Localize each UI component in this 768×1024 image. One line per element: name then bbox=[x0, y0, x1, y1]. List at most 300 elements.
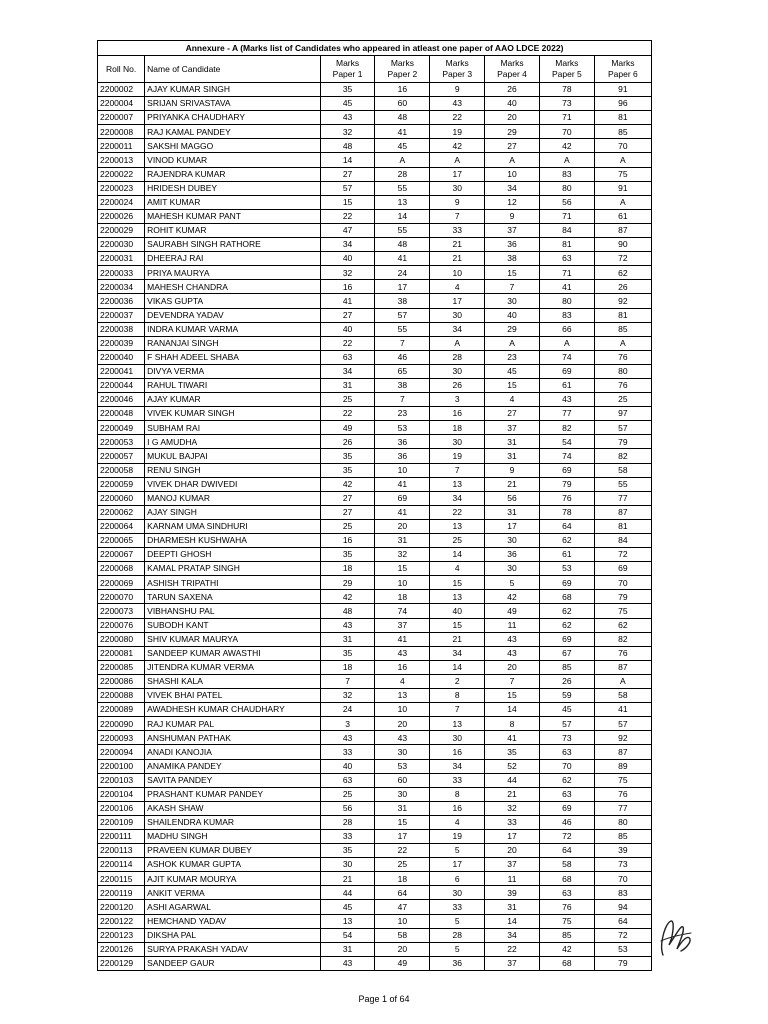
paper-2-cell: 49 bbox=[375, 956, 430, 970]
table-row bbox=[98, 590, 652, 604]
paper-3-cell: 21 bbox=[430, 238, 485, 252]
paper-1-cell: 40 bbox=[320, 322, 375, 336]
table-row bbox=[98, 942, 652, 956]
paper-2-cell: 17 bbox=[375, 280, 430, 294]
paper-2-cell: 65 bbox=[375, 364, 430, 378]
paper-2-cell: 32 bbox=[375, 548, 430, 562]
table-row bbox=[98, 491, 652, 505]
paper-6-cell: 75 bbox=[594, 167, 651, 181]
paper-6-cell: A bbox=[594, 153, 651, 167]
candidate-name-cell: I G AMUDHA bbox=[145, 435, 320, 449]
paper-1-cell: 56 bbox=[320, 801, 375, 815]
roll-no-cell: 2200069 bbox=[98, 576, 145, 590]
candidate-name-cell: SHIV KUMAR MAURYA bbox=[145, 632, 320, 646]
candidate-name-cell: SANDEEP KUMAR AWASTHI bbox=[145, 646, 320, 660]
table-row bbox=[98, 576, 652, 590]
table-row bbox=[98, 562, 652, 576]
table-row bbox=[98, 759, 652, 773]
paper-4-cell: 31 bbox=[485, 900, 540, 914]
paper-3-cell: 15 bbox=[430, 618, 485, 632]
table-row bbox=[98, 125, 652, 139]
table-row bbox=[98, 914, 652, 928]
paper-5-cell: 63 bbox=[539, 886, 594, 900]
paper-6-cell: 41 bbox=[594, 703, 651, 717]
paper-1-cell: 45 bbox=[320, 97, 375, 111]
paper-4-cell: 27 bbox=[485, 407, 540, 421]
roll-no-cell: 2200029 bbox=[98, 223, 145, 237]
paper-5-cell: 41 bbox=[539, 280, 594, 294]
paper-2-cell: 43 bbox=[375, 646, 430, 660]
roll-no-cell: 2200058 bbox=[98, 463, 145, 477]
paper-1-cell: 63 bbox=[320, 773, 375, 787]
roll-no-cell: 2200062 bbox=[98, 505, 145, 519]
paper-4-cell: 14 bbox=[485, 703, 540, 717]
paper-4-cell: 15 bbox=[485, 689, 540, 703]
paper-1-cell: 34 bbox=[320, 364, 375, 378]
paper-5-cell: 71 bbox=[539, 209, 594, 223]
roll-no-cell: 2200080 bbox=[98, 632, 145, 646]
roll-no-cell: 2200064 bbox=[98, 519, 145, 533]
roll-no-cell: 2200081 bbox=[98, 646, 145, 660]
paper-1-cell: 27 bbox=[320, 167, 375, 181]
paper-5-cell: 75 bbox=[539, 914, 594, 928]
candidate-name-cell: ASHI AGARWAL bbox=[145, 900, 320, 914]
paper-3-cell: 7 bbox=[430, 209, 485, 223]
paper-4-cell: 31 bbox=[485, 449, 540, 463]
table-row bbox=[98, 717, 652, 731]
paper-3-cell: 34 bbox=[430, 646, 485, 660]
roll-no-cell: 2200002 bbox=[98, 83, 145, 97]
paper-6-cell: 57 bbox=[594, 717, 651, 731]
paper-1-cell: 35 bbox=[320, 548, 375, 562]
candidate-name-cell: VIVEK KUMAR SINGH bbox=[145, 407, 320, 421]
roll-no-cell: 2200037 bbox=[98, 308, 145, 322]
paper-2-cell: 60 bbox=[375, 97, 430, 111]
paper-2-cell: 20 bbox=[375, 519, 430, 533]
paper-6-cell: 57 bbox=[594, 421, 651, 435]
paper-6-cell: 76 bbox=[594, 787, 651, 801]
roll-no-cell: 2200088 bbox=[98, 689, 145, 703]
table-row bbox=[98, 815, 652, 829]
paper-4-cell: 27 bbox=[485, 139, 540, 153]
paper-5-cell: 72 bbox=[539, 829, 594, 843]
candidate-name-cell: ANKIT VERMA bbox=[145, 886, 320, 900]
roll-no-cell: 2200115 bbox=[98, 872, 145, 886]
paper-5-header: Marks Paper 5 bbox=[539, 56, 594, 83]
paper-2-cell: 15 bbox=[375, 562, 430, 576]
paper-4-cell: 32 bbox=[485, 801, 540, 815]
paper-3-cell: A bbox=[430, 336, 485, 350]
paper-2-cell: 10 bbox=[375, 463, 430, 477]
paper-1-cell: 42 bbox=[320, 590, 375, 604]
paper-6-cell: 85 bbox=[594, 829, 651, 843]
paper-6-cell: 76 bbox=[594, 646, 651, 660]
table-row bbox=[98, 153, 652, 167]
paper-3-cell: 33 bbox=[430, 773, 485, 787]
paper-6-cell: 72 bbox=[594, 548, 651, 562]
paper-5-cell: 79 bbox=[539, 477, 594, 491]
candidate-name-cell: JITENDRA KUMAR VERMA bbox=[145, 660, 320, 674]
paper-6-cell: 62 bbox=[594, 618, 651, 632]
paper-6-cell: 55 bbox=[594, 477, 651, 491]
candidate-name-cell: PRAVEEN KUMAR DUBEY bbox=[145, 844, 320, 858]
paper-5-cell: 69 bbox=[539, 632, 594, 646]
paper-6-cell: 79 bbox=[594, 590, 651, 604]
paper-1-cell: 26 bbox=[320, 435, 375, 449]
paper-5-cell: 85 bbox=[539, 928, 594, 942]
paper-1-cell: 41 bbox=[320, 294, 375, 308]
paper-5-cell: 69 bbox=[539, 801, 594, 815]
paper-1-cell: 40 bbox=[320, 759, 375, 773]
roll-no-cell: 2200013 bbox=[98, 153, 145, 167]
paper-4-cell: 42 bbox=[485, 590, 540, 604]
candidate-name-cell: SHASHI KALA bbox=[145, 674, 320, 688]
roll-no-cell: 2200023 bbox=[98, 181, 145, 195]
paper-1-cell: 57 bbox=[320, 181, 375, 195]
paper-5-cell: 69 bbox=[539, 576, 594, 590]
paper-2-cell: 55 bbox=[375, 223, 430, 237]
paper-6-cell: 64 bbox=[594, 914, 651, 928]
roll-no-header: Roll No. bbox=[98, 56, 145, 83]
paper-2-cell: 41 bbox=[375, 252, 430, 266]
paper-2-cell: 41 bbox=[375, 632, 430, 646]
paper-5-cell: 71 bbox=[539, 266, 594, 280]
roll-no-cell: 2200103 bbox=[98, 773, 145, 787]
paper-4-cell: 22 bbox=[485, 942, 540, 956]
paper-6-cell: A bbox=[594, 674, 651, 688]
paper-3-cell: 4 bbox=[430, 815, 485, 829]
paper-2-cell: 18 bbox=[375, 590, 430, 604]
candidate-name-cell: VIKAS GUPTA bbox=[145, 294, 320, 308]
paper-3-cell: 3 bbox=[430, 393, 485, 407]
roll-no-cell: 2200039 bbox=[98, 336, 145, 350]
table-row bbox=[98, 393, 652, 407]
paper-6-cell: 77 bbox=[594, 801, 651, 815]
roll-no-cell: 2200053 bbox=[98, 435, 145, 449]
roll-no-cell: 2200022 bbox=[98, 167, 145, 181]
paper-1-cell: 13 bbox=[320, 914, 375, 928]
table-row bbox=[98, 703, 652, 717]
paper-1-cell: 27 bbox=[320, 491, 375, 505]
roll-no-cell: 2200119 bbox=[98, 886, 145, 900]
paper-2-cell: 36 bbox=[375, 449, 430, 463]
paper-5-cell: 59 bbox=[539, 689, 594, 703]
candidate-name-cell: HRIDESH DUBEY bbox=[145, 181, 320, 195]
paper-5-cell: 76 bbox=[539, 900, 594, 914]
paper-3-cell: 28 bbox=[430, 928, 485, 942]
paper-1-cell: 31 bbox=[320, 942, 375, 956]
paper-2-cell: 10 bbox=[375, 576, 430, 590]
page-footer: Page 1 of 64 bbox=[358, 994, 410, 1004]
table-row bbox=[98, 209, 652, 223]
roll-no-cell: 2200046 bbox=[98, 393, 145, 407]
paper-2-cell: 36 bbox=[375, 435, 430, 449]
paper-5-cell: 54 bbox=[539, 435, 594, 449]
paper-6-cell: 90 bbox=[594, 238, 651, 252]
table-row bbox=[98, 858, 652, 872]
candidate-name-cell: AJIT KUMAR MOURYA bbox=[145, 872, 320, 886]
candidate-name-cell: ANSHUMAN PATHAK bbox=[145, 731, 320, 745]
candidate-name-cell: PRIYA MAURYA bbox=[145, 266, 320, 280]
roll-no-cell: 2200034 bbox=[98, 280, 145, 294]
paper-5-cell: 62 bbox=[539, 604, 594, 618]
paper-5-cell: 69 bbox=[539, 364, 594, 378]
table-row bbox=[98, 252, 652, 266]
roll-no-cell: 2200008 bbox=[98, 125, 145, 139]
candidate-name-cell: MAHESH CHANDRA bbox=[145, 280, 320, 294]
roll-no-cell: 2200093 bbox=[98, 731, 145, 745]
paper-1-cell: 30 bbox=[320, 858, 375, 872]
paper-5-cell: 69 bbox=[539, 463, 594, 477]
paper-2-cell: 14 bbox=[375, 209, 430, 223]
paper-5-cell: 85 bbox=[539, 660, 594, 674]
paper-1-cell: 33 bbox=[320, 829, 375, 843]
roll-no-cell: 2200026 bbox=[98, 209, 145, 223]
paper-4-cell: 43 bbox=[485, 632, 540, 646]
paper-6-cell: 75 bbox=[594, 773, 651, 787]
table-row bbox=[98, 435, 652, 449]
candidate-name-cell: INDRA KUMAR VARMA bbox=[145, 322, 320, 336]
candidate-name-cell: VINOD KUMAR bbox=[145, 153, 320, 167]
paper-4-cell: 29 bbox=[485, 125, 540, 139]
paper-5-cell: 77 bbox=[539, 407, 594, 421]
table-row bbox=[98, 83, 652, 97]
paper-3-cell: 13 bbox=[430, 519, 485, 533]
signature-mark bbox=[655, 915, 695, 960]
paper-3-cell: 33 bbox=[430, 223, 485, 237]
roll-no-cell: 2200057 bbox=[98, 449, 145, 463]
table-row bbox=[98, 421, 652, 435]
table-row bbox=[98, 463, 652, 477]
paper-1-cell: 34 bbox=[320, 238, 375, 252]
paper-2-cell: 30 bbox=[375, 745, 430, 759]
roll-no-cell: 2200033 bbox=[98, 266, 145, 280]
paper-2-cell: 55 bbox=[375, 181, 430, 195]
paper-6-cell: 87 bbox=[594, 505, 651, 519]
paper-6-cell: 62 bbox=[594, 266, 651, 280]
paper-6-cell: 72 bbox=[594, 928, 651, 942]
roll-no-cell: 2200070 bbox=[98, 590, 145, 604]
candidate-name-cell: DIKSHA PAL bbox=[145, 928, 320, 942]
paper-4-cell: 33 bbox=[485, 815, 540, 829]
paper-1-cell: 48 bbox=[320, 604, 375, 618]
paper-1-cell: 44 bbox=[320, 886, 375, 900]
candidate-name-cell: DHARMESH KUSHWAHA bbox=[145, 534, 320, 548]
paper-2-cell: 24 bbox=[375, 266, 430, 280]
candidate-name-cell: DEVENDRA YADAV bbox=[145, 308, 320, 322]
paper-5-cell: 62 bbox=[539, 534, 594, 548]
paper-4-cell: 52 bbox=[485, 759, 540, 773]
paper-2-cell: 31 bbox=[375, 534, 430, 548]
paper-4-cell: 36 bbox=[485, 238, 540, 252]
paper-6-cell: 73 bbox=[594, 858, 651, 872]
candidate-name-cell: ANAMIKA PANDEY bbox=[145, 759, 320, 773]
candidate-name-cell: SAURABH SINGH RATHORE bbox=[145, 238, 320, 252]
paper-1-cell: 22 bbox=[320, 209, 375, 223]
paper-3-cell: 21 bbox=[430, 252, 485, 266]
paper-2-cell: 45 bbox=[375, 139, 430, 153]
paper-3-cell: 13 bbox=[430, 590, 485, 604]
paper-6-cell: A bbox=[594, 336, 651, 350]
paper-3-cell: 16 bbox=[430, 407, 485, 421]
candidate-name-cell: SUBODH KANT bbox=[145, 618, 320, 632]
paper-4-cell: 15 bbox=[485, 266, 540, 280]
paper-1-cell: 35 bbox=[320, 844, 375, 858]
paper-1-cell: 7 bbox=[320, 674, 375, 688]
paper-3-cell: 30 bbox=[430, 308, 485, 322]
table-row bbox=[98, 928, 652, 942]
paper-2-cell: 74 bbox=[375, 604, 430, 618]
table-row bbox=[98, 336, 652, 350]
table-row bbox=[98, 548, 652, 562]
paper-2-cell: 69 bbox=[375, 491, 430, 505]
paper-1-cell: 25 bbox=[320, 787, 375, 801]
paper-3-cell: 21 bbox=[430, 632, 485, 646]
paper-3-cell: 4 bbox=[430, 280, 485, 294]
roll-no-cell: 2200086 bbox=[98, 674, 145, 688]
paper-1-cell: 32 bbox=[320, 689, 375, 703]
paper-2-cell: 55 bbox=[375, 322, 430, 336]
candidate-name-cell: ASHISH TRIPATHI bbox=[145, 576, 320, 590]
paper-1-cell: 3 bbox=[320, 717, 375, 731]
paper-4-cell: 9 bbox=[485, 209, 540, 223]
paper-2-cell: 41 bbox=[375, 125, 430, 139]
paper-5-cell: 67 bbox=[539, 646, 594, 660]
paper-4-cell: 12 bbox=[485, 195, 540, 209]
paper-6-cell: 81 bbox=[594, 111, 651, 125]
paper-2-cell: 58 bbox=[375, 928, 430, 942]
paper-2-cell: 30 bbox=[375, 787, 430, 801]
paper-4-cell: 23 bbox=[485, 350, 540, 364]
paper-6-cell: 83 bbox=[594, 886, 651, 900]
paper-3-cell: 4 bbox=[430, 562, 485, 576]
roll-no-cell: 2200076 bbox=[98, 618, 145, 632]
paper-2-cell: 38 bbox=[375, 294, 430, 308]
table-row bbox=[98, 689, 652, 703]
roll-no-cell: 2200036 bbox=[98, 294, 145, 308]
roll-no-cell: 2200031 bbox=[98, 252, 145, 266]
table-row bbox=[98, 872, 652, 886]
candidate-name-cell: DHEERAJ RAI bbox=[145, 252, 320, 266]
paper-2-cell: 15 bbox=[375, 815, 430, 829]
roll-no-cell: 2200024 bbox=[98, 195, 145, 209]
paper-2-cell: 20 bbox=[375, 717, 430, 731]
paper-5-cell: 78 bbox=[539, 83, 594, 97]
roll-no-cell: 2200073 bbox=[98, 604, 145, 618]
table-row bbox=[98, 139, 652, 153]
roll-no-cell: 2200113 bbox=[98, 844, 145, 858]
table-row bbox=[98, 604, 652, 618]
candidate-name-cell: DEEPTI GHOSH bbox=[145, 548, 320, 562]
paper-4-cell: A bbox=[485, 336, 540, 350]
paper-5-cell: 42 bbox=[539, 942, 594, 956]
table-row bbox=[98, 167, 652, 181]
paper-5-cell: 57 bbox=[539, 717, 594, 731]
paper-5-cell: 68 bbox=[539, 590, 594, 604]
paper-4-cell: 8 bbox=[485, 717, 540, 731]
paper-3-cell: 13 bbox=[430, 477, 485, 491]
roll-no-cell: 2200038 bbox=[98, 322, 145, 336]
candidate-name-cell: SRIJAN SRIVASTAVA bbox=[145, 97, 320, 111]
roll-no-cell: 2200109 bbox=[98, 815, 145, 829]
paper-2-cell: 43 bbox=[375, 731, 430, 745]
paper-6-cell: 87 bbox=[594, 745, 651, 759]
paper-4-cell: 29 bbox=[485, 322, 540, 336]
paper-6-header: Marks Paper 6 bbox=[594, 56, 651, 83]
paper-1-cell: 21 bbox=[320, 872, 375, 886]
candidate-name-header: Name of Candidate bbox=[145, 56, 320, 83]
paper-2-cell: 16 bbox=[375, 83, 430, 97]
paper-6-cell: 69 bbox=[594, 562, 651, 576]
table-row bbox=[98, 449, 652, 463]
paper-3-cell: 5 bbox=[430, 844, 485, 858]
roll-no-cell: 2200089 bbox=[98, 703, 145, 717]
paper-3-cell: 34 bbox=[430, 759, 485, 773]
roll-no-cell: 2200030 bbox=[98, 238, 145, 252]
paper-2-cell: 10 bbox=[375, 703, 430, 717]
table-row bbox=[98, 900, 652, 914]
candidate-name-cell: AKASH SHAW bbox=[145, 801, 320, 815]
paper-1-cell: 35 bbox=[320, 449, 375, 463]
paper-5-cell: 58 bbox=[539, 858, 594, 872]
paper-4-cell: 34 bbox=[485, 928, 540, 942]
paper-3-cell: 30 bbox=[430, 364, 485, 378]
paper-3-cell: 17 bbox=[430, 167, 485, 181]
candidate-name-cell: PRASHANT KUMAR PANDEY bbox=[145, 787, 320, 801]
paper-1-cell: 22 bbox=[320, 407, 375, 421]
paper-4-cell: 37 bbox=[485, 956, 540, 970]
candidate-name-cell: HEMCHAND YADAV bbox=[145, 914, 320, 928]
paper-3-cell: 19 bbox=[430, 125, 485, 139]
paper-6-cell: 76 bbox=[594, 350, 651, 364]
table-row bbox=[98, 322, 652, 336]
table-title: Annexure - A (Marks list of Candidates who appeared in atleast one paper of AAO LDCE 2022) bbox=[98, 41, 652, 56]
table-row bbox=[98, 674, 652, 688]
roll-no-cell: 2200004 bbox=[98, 97, 145, 111]
paper-6-cell: 80 bbox=[594, 815, 651, 829]
candidate-name-cell: KAMAL PRATAP SINGH bbox=[145, 562, 320, 576]
paper-2-cell: 22 bbox=[375, 844, 430, 858]
paper-5-cell: 45 bbox=[539, 703, 594, 717]
paper-5-cell: 78 bbox=[539, 505, 594, 519]
paper-2-cell: 48 bbox=[375, 111, 430, 125]
table-row bbox=[98, 519, 652, 533]
paper-5-cell: 46 bbox=[539, 815, 594, 829]
paper-3-cell: 7 bbox=[430, 463, 485, 477]
paper-4-cell: 40 bbox=[485, 308, 540, 322]
paper-1-cell: 14 bbox=[320, 153, 375, 167]
paper-6-cell: 85 bbox=[594, 322, 651, 336]
paper-6-cell: 81 bbox=[594, 519, 651, 533]
paper-3-cell: 16 bbox=[430, 745, 485, 759]
paper-4-cell: 30 bbox=[485, 562, 540, 576]
paper-3-cell: 17 bbox=[430, 858, 485, 872]
paper-6-cell: 58 bbox=[594, 463, 651, 477]
paper-6-cell: 77 bbox=[594, 491, 651, 505]
paper-2-cell: 18 bbox=[375, 872, 430, 886]
paper-4-cell: 45 bbox=[485, 364, 540, 378]
paper-5-cell: 68 bbox=[539, 956, 594, 970]
roll-no-cell: 2200094 bbox=[98, 745, 145, 759]
candidate-name-cell: SUBHAM RAI bbox=[145, 421, 320, 435]
paper-1-cell: 42 bbox=[320, 477, 375, 491]
candidate-name-cell: F SHAH ADEEL SHABA bbox=[145, 350, 320, 364]
paper-5-cell: 66 bbox=[539, 322, 594, 336]
roll-no-cell: 2200120 bbox=[98, 900, 145, 914]
paper-5-cell: 68 bbox=[539, 872, 594, 886]
roll-no-cell: 2200065 bbox=[98, 534, 145, 548]
candidate-name-cell: MAHESH KUMAR PANT bbox=[145, 209, 320, 223]
